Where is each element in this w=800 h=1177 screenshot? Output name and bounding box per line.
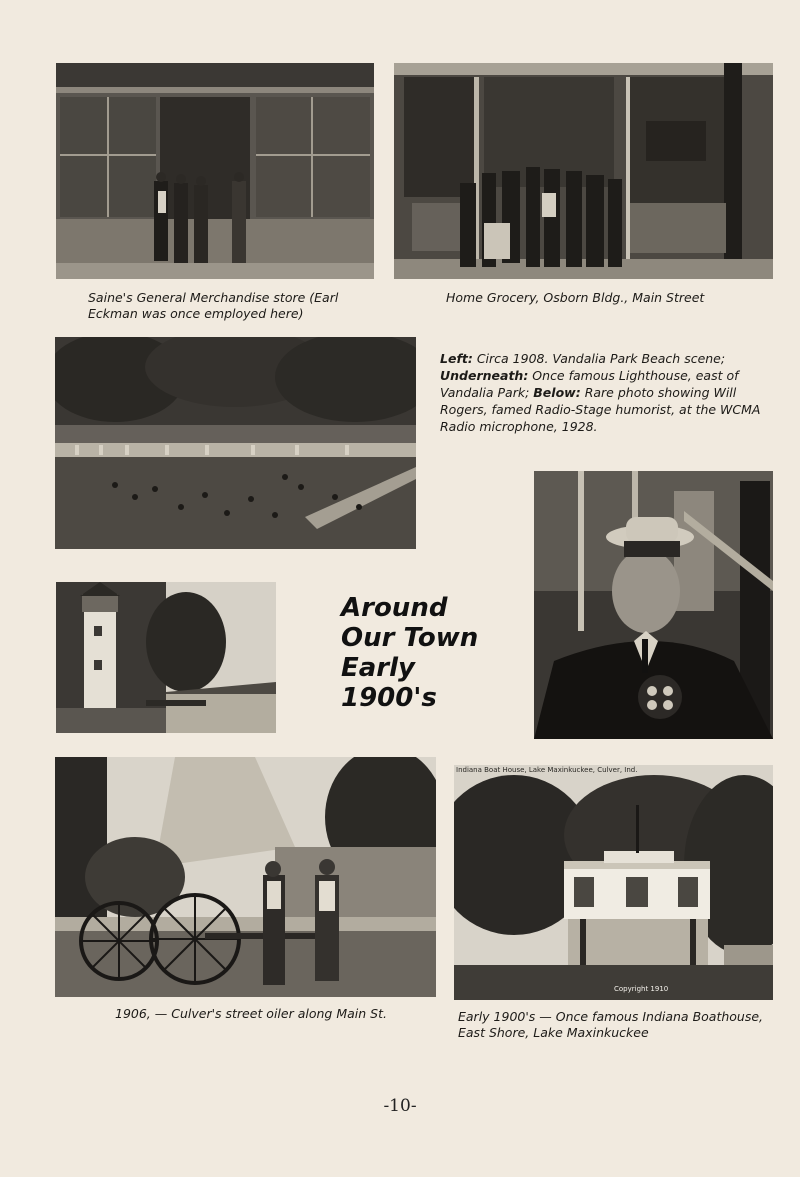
boathouse-header-text: Indiana Boat House, Lake Maxinkuckee, Culver, Ind.	[456, 766, 638, 774]
below-label: Below:	[533, 385, 581, 400]
left-text: Circa 1908. Vandalia Park Beach scene;	[472, 351, 726, 366]
street-oiler-caption: 1906, — Culver's street oiler along Main St.	[115, 1006, 387, 1021]
title-line-3: Early	[341, 653, 415, 683]
beach-photo	[55, 337, 416, 549]
intro-caption	[440, 350, 782, 435]
store-photo	[56, 63, 374, 279]
page-title	[341, 593, 511, 713]
grocery-photo	[394, 63, 773, 279]
boathouse-caption-line1: Early 1900's — Once famous Indiana Boathouse,	[458, 1009, 764, 1024]
boathouse-caption-line2: East Shore, Lake Maxinkuckee	[458, 1025, 649, 1040]
store-caption-line2: Eckman was once employed here)	[88, 306, 304, 321]
store-caption-line1: Saine's General Merchandise store (Earl	[88, 290, 339, 305]
grocery-caption: Home Grocery, Osborn Bldg., Main Street	[446, 290, 705, 305]
street-oiler-photo	[55, 757, 436, 997]
boathouse-caption	[458, 1009, 788, 1041]
underneath-text: Once famous Lighthouse, east of Vandalia Park;	[440, 368, 739, 400]
title-line-2: Our Town	[341, 623, 479, 653]
underneath-label: Underneath:	[440, 368, 529, 383]
below-text: Rare photo showing Will Rogers, famed Radio-Stage humorist, at the WCMA Radio microphone, 1928.	[440, 385, 761, 434]
boathouse-photo	[454, 765, 773, 1000]
title-line-1: Around	[341, 593, 448, 623]
lighthouse-photo	[56, 582, 276, 733]
will-rogers-photo	[534, 471, 773, 739]
title-line-4: 1900's	[341, 683, 437, 713]
left-label: Left:	[440, 351, 473, 366]
page-number: -10-	[383, 1096, 417, 1116]
boathouse-copyright: Copyright 1910	[614, 985, 669, 993]
store-caption	[88, 290, 378, 322]
